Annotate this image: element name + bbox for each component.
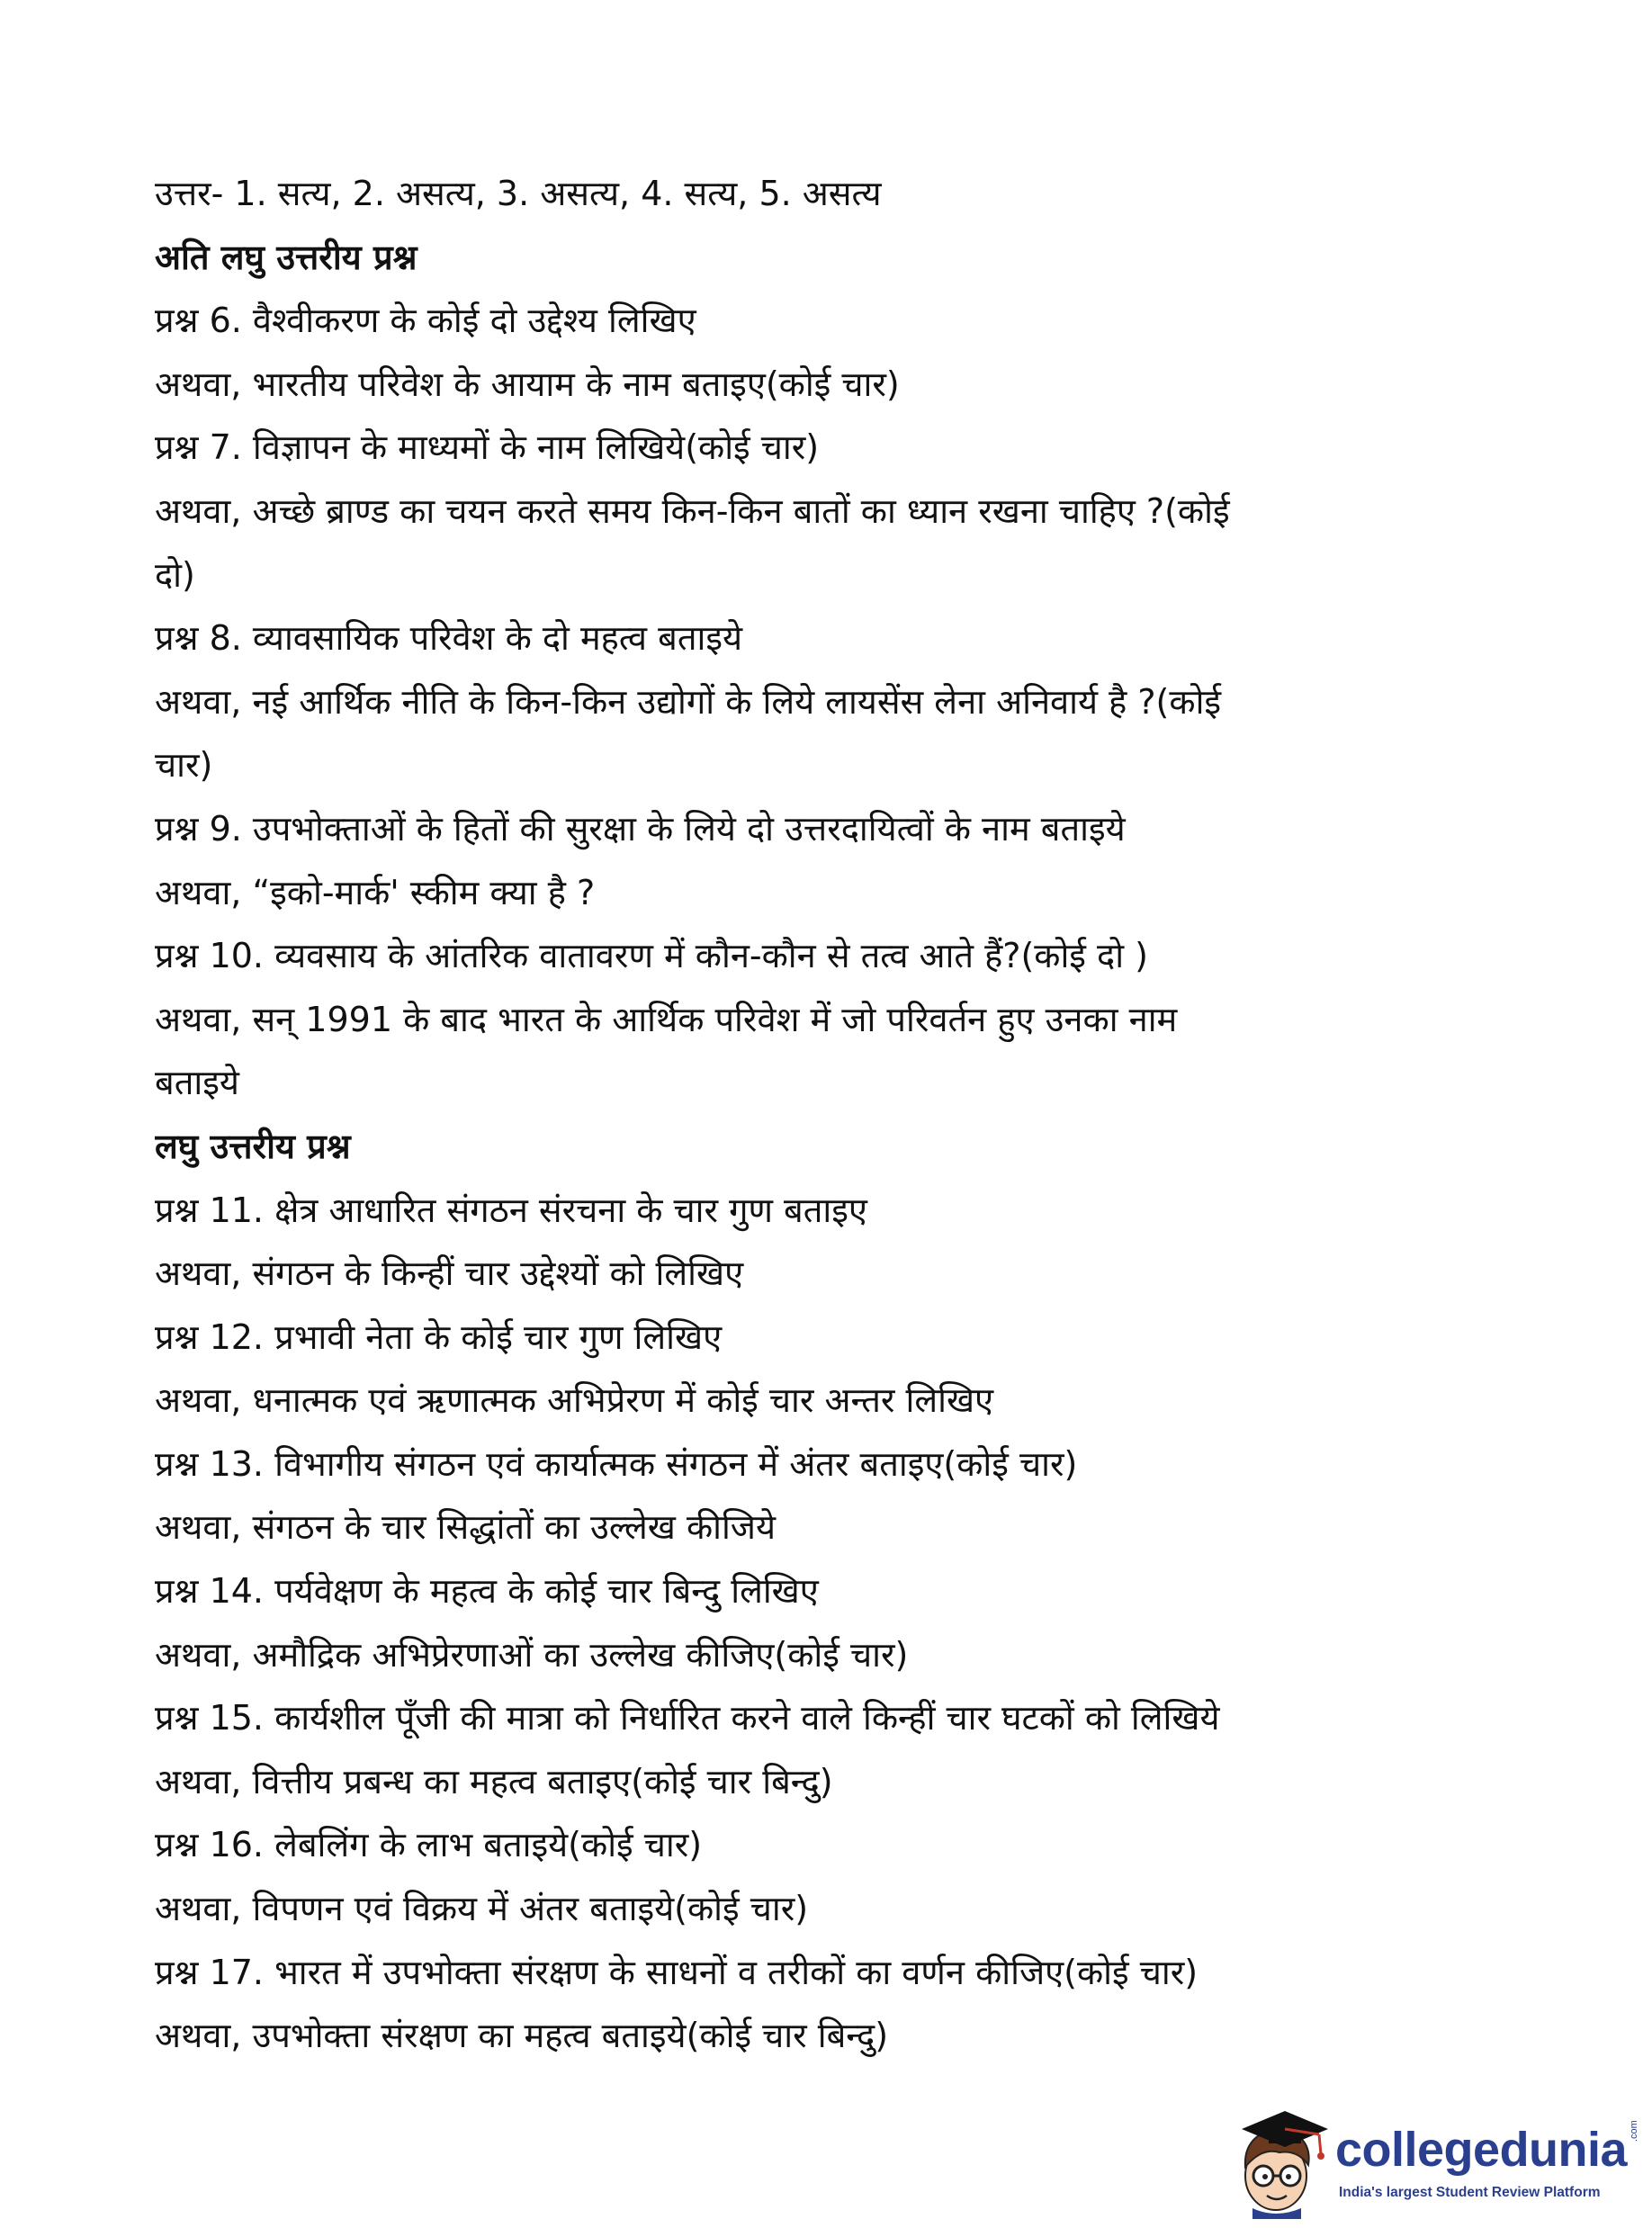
section-heading-very-short-answer: अति लघु उत्तरीय प्रश्न <box>155 237 417 277</box>
question-17-alternative: अथवा, उपभोक्ता संरक्षण का महत्व बताइये(कोई चार बिन्दु) <box>155 2016 889 2056</box>
logo-tagline: India's largest Student Review Platform <box>1339 2185 1601 2200</box>
graduate-cartoon-face-icon <box>1226 2102 1333 2219</box>
question-8-alternative: अथवा, नई आर्थिक नीति के किन-किन उद्योगों के लिये लायसेंस लेना अनिवार्य है ?(कोई <box>155 681 1222 722</box>
answer-key-line: उत्तर- 1. सत्य, 2. असत्य, 3. असत्य, 4. सत्य, 5. असत्य <box>155 174 882 213</box>
question-12: प्रश्न 12. प्रभावी नेता के कोई चार गुण लिखिए <box>155 1316 723 1357</box>
question-7-alternative: अथवा, अच्छे ब्राण्ड का चयन करते समय किन-किन बातों का ध्यान रखना चाहिए ?(कोई <box>155 490 1230 531</box>
question-8: प्रश्न 8. व्यावसायिक परिवेश के दो महत्व बताइये <box>155 618 743 659</box>
question-14-alternative: अथवा, अमौद्रिक अभिप्रेरणाओं का उल्लेख कीजिए(कोई चार) <box>155 1634 909 1675</box>
collegedunia-logo <box>1226 2102 1639 2219</box>
question-17: प्रश्न 17. भारत में उपभोक्ता संरक्षण के साधनों व तरीकों का वर्णन कीजिए(कोई चार) <box>155 1952 1199 1992</box>
document-body <box>155 162 1522 2068</box>
question-7: प्रश्न 7. विज्ञापन के माध्यमों के नाम लिखिये(कोई चार) <box>155 427 820 468</box>
question-12-alternative: अथवा, धनात्मक एवं ऋणात्मक अभिप्रेरण में कोई चार अन्तर लिखिए <box>155 1380 994 1421</box>
logo-wordmark: collegedunia <box>1335 2123 1628 2177</box>
question-8-alternative-continued: चार) <box>155 745 213 786</box>
question-15-alternative: अथवा, वित्तीय प्रबन्ध का महत्व बताइए(कोई चार बिन्दु) <box>155 1761 833 1801</box>
question-10: प्रश्न 10. व्यवसाय के आंतरिक वातावरण में कौन-कौन से तत्व आते हैं?(कोई दो ) <box>155 936 1148 976</box>
question-11-alternative: अथवा, संगठन के किन्हीं चार उद्देश्यों को लिखिए <box>155 1253 744 1294</box>
question-14: प्रश्न 14. पर्यवेक्षण के महत्व के कोई चार बिन्दु लिखिए <box>155 1571 819 1612</box>
logo-domain-suffix: .com <box>1629 2120 1639 2142</box>
question-10-alternative-continued: बताइये <box>155 1063 239 1103</box>
question-13: प्रश्न 13. विभागीय संगठन एवं कार्यात्मक संगठन में अंतर बताइए(कोई चार) <box>155 1443 1078 1484</box>
question-6: प्रश्न 6. वैश्वीकरण के कोई दो उद्देश्य लिखिए <box>155 301 696 341</box>
question-9-alternative: अथवा, “इको-मार्क' स्कीम क्या है ? <box>155 872 596 912</box>
question-15: प्रश्न 15. कार्यशील पूँजी की मात्रा को निर्धारित करने वाले किन्हीं चार घटकों को लिखिये <box>155 1698 1220 1738</box>
question-16-alternative: अथवा, विपणन एवं विक्रय में अंतर बताइये(कोई चार) <box>155 1889 809 1929</box>
question-7-alternative-continued: दो) <box>155 554 195 595</box>
section-heading-short-answer: लघु उत्तरीय प्रश्न <box>155 1126 351 1166</box>
question-9: प्रश्न 9. उपभोक्ताओं के हितों की सुरक्षा के लिये दो उत्तरदायित्वों के नाम बताइये <box>155 808 1126 849</box>
question-6-alternative: अथवा, भारतीय परिवेश के आयाम के नाम बताइए(कोई चार) <box>155 364 900 404</box>
question-13-alternative: अथवा, संगठन के चार सिद्धांतों का उल्लेख कीजिये <box>155 1507 777 1548</box>
question-16: प्रश्न 16. लेबलिंग के लाभ बताइये(कोई चार) <box>155 1825 703 1865</box>
question-10-alternative: अथवा, सन् 1991 के बाद भारत के आर्थिक परिवेश में जो परिवर्तन हुए उनका नाम <box>155 999 1178 1039</box>
question-11: प्रश्न 11. क्षेत्र आधारित संगठन संरचना के चार गुण बताइए <box>155 1190 867 1230</box>
